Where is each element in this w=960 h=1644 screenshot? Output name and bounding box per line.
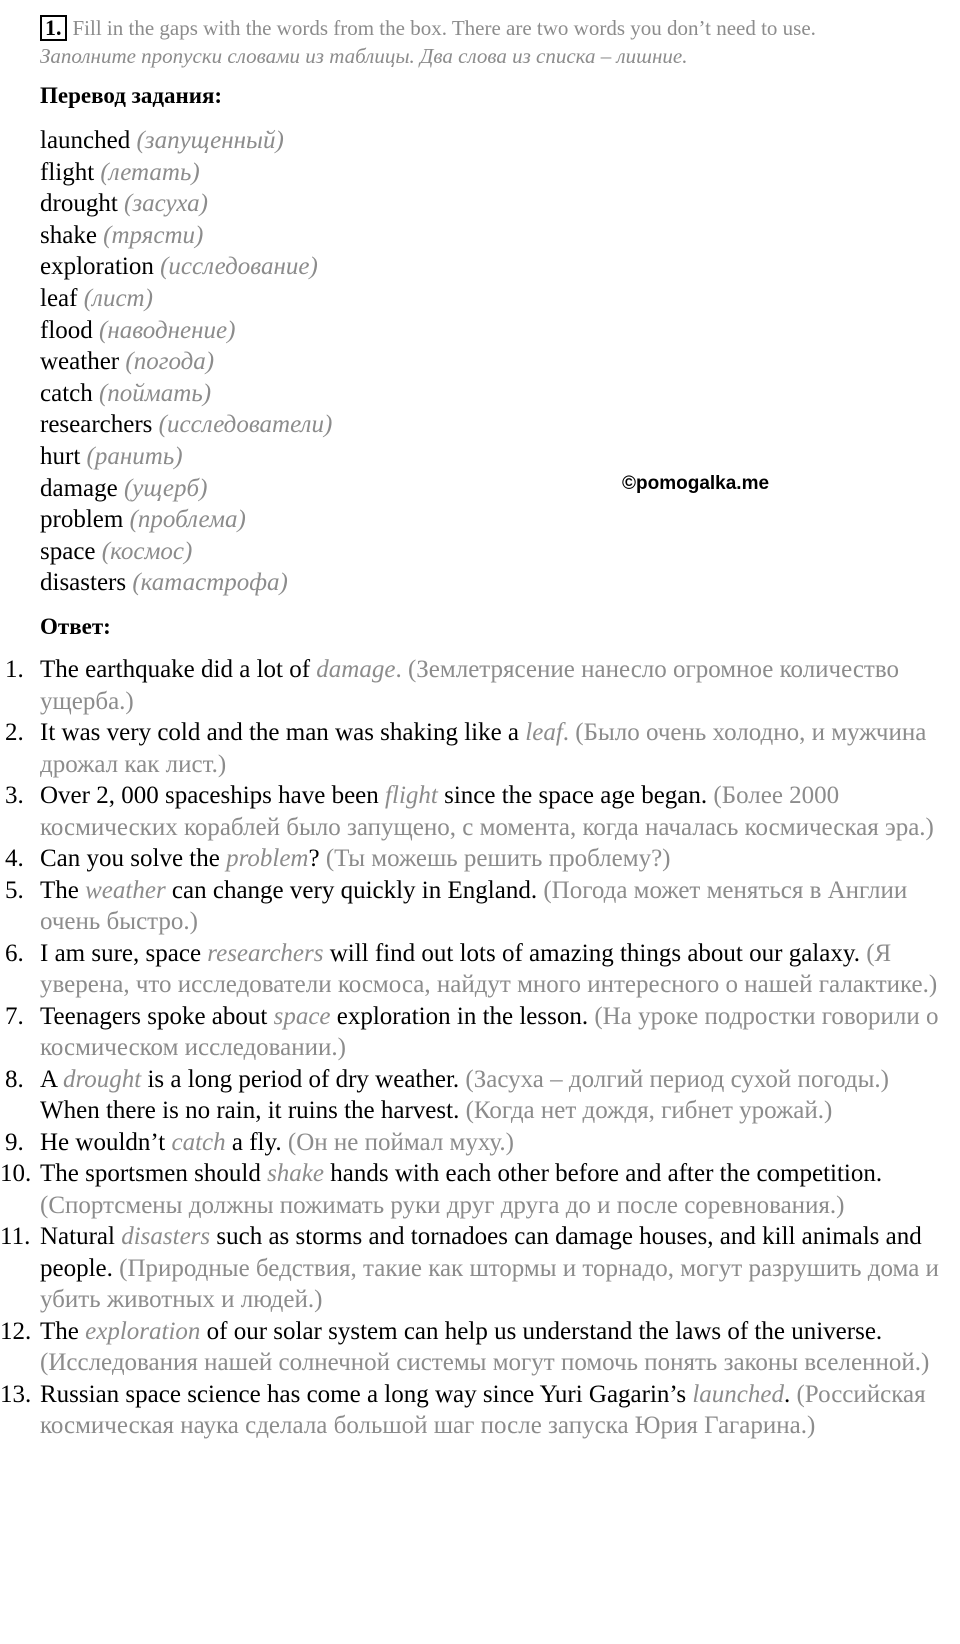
filled-word: shake <box>267 1160 324 1187</box>
vocabulary-translation: (ранить) <box>86 442 183 470</box>
answer-translation: (Я уверена, что исследователи космоса, найдут много интересного о нашей галактике.) <box>40 939 938 998</box>
vocabulary-translation: (запущенный) <box>136 127 284 154</box>
filled-word: weather <box>85 876 166 904</box>
answer-translation: (Когда нет дождя, гибнет урожай.) <box>465 1097 833 1124</box>
vocabulary-translation: (исследование) <box>160 253 318 281</box>
answer-text: a fly. <box>225 1128 288 1156</box>
answer-text: Can you solve the <box>40 845 227 872</box>
answer-translation: (Российская космическая наука сделала большой шаг после запуска Юрия Гагарина.) <box>40 1380 926 1439</box>
task-instruction <box>40 14 940 70</box>
vocabulary-translation: (лист) <box>83 284 153 312</box>
vocabulary-translation: (катастрофа) <box>132 569 288 597</box>
vocabulary-word: flood <box>40 316 93 344</box>
answer-text: can change very quickly in England. <box>165 876 544 904</box>
answer-translation: . (Землетрясение нанесло огромное количество ущерба.) <box>40 656 899 715</box>
vocabulary-item <box>40 441 332 473</box>
filled-word: exploration <box>85 1317 201 1345</box>
filled-word: launched <box>692 1380 784 1408</box>
vocabulary-translation: (поймать) <box>98 379 212 407</box>
watermark: ©pomogalka.me <box>622 473 770 494</box>
vocabulary-word: problem <box>40 506 124 534</box>
vocabulary-item <box>40 125 332 157</box>
answer-item <box>0 1001 940 1064</box>
answer-number: 5. <box>5 876 24 904</box>
filled-word: flight <box>385 782 438 809</box>
answer-translation: (Он не поймал муху.) <box>287 1128 514 1156</box>
answer-text: The sportsmen should <box>40 1160 268 1187</box>
filled-word: catch <box>171 1128 226 1156</box>
answer-item <box>0 843 940 875</box>
filled-word: researchers <box>207 939 324 967</box>
answer-text: is a long period of dry weather. <box>141 1065 466 1093</box>
answer-translation: (Исследования нашей солнечной системы могут помочь понять законы вселенной.) <box>40 1349 930 1376</box>
vocabulary-item <box>40 346 332 378</box>
answer-translation: (Природные бедствия, такие как штормы и торнадо, могут разрушить дома и убить животных и людей.) <box>40 1254 939 1313</box>
answer-number: 4. <box>5 845 24 872</box>
answer-text: of our solar system can help us understand the laws of the universe. <box>200 1317 883 1345</box>
answer-number: 11. <box>0 1223 31 1250</box>
answer-item <box>0 1064 940 1127</box>
answer-item <box>0 1316 940 1379</box>
vocabulary-item <box>40 409 332 441</box>
vocabulary-item <box>40 473 332 505</box>
answer-number: 13. <box>0 1380 32 1408</box>
answer-text: Natural <box>40 1223 122 1250</box>
task-instruction-ru: Заполните пропуски словами из таблицы. Два слова из списка – лишние. <box>40 44 688 68</box>
answer-text: He wouldn’t <box>40 1128 172 1156</box>
answer-translation: (Засуха – долгий период сухой погоды.) <box>465 1065 889 1093</box>
answer-number: 7. <box>5 1002 24 1030</box>
answer-number: 9. <box>5 1128 24 1156</box>
vocabulary-item <box>40 220 332 252</box>
filled-word: problem <box>226 845 309 872</box>
answer-text: The <box>40 1317 86 1345</box>
answer-number: 12. <box>0 1317 32 1345</box>
filled-word: drought <box>62 1065 142 1093</box>
answer-text: Russian space science has come a long way since Yuri Gagarin’s <box>40 1380 693 1408</box>
vocabulary-item <box>40 283 332 315</box>
answer-item <box>0 938 940 1001</box>
answer-item <box>0 1127 940 1159</box>
answer-text: hands with each other before and after the competition. <box>324 1160 883 1187</box>
answer-item <box>0 1379 940 1442</box>
answer-number: 8. <box>5 1065 24 1093</box>
vocabulary-translation: (летать) <box>100 158 200 186</box>
answer-item <box>0 717 940 780</box>
answer-item <box>0 1158 940 1221</box>
vocabulary-translation: (засуха) <box>124 190 208 218</box>
answer-text: I am sure, space <box>40 939 208 967</box>
vocabulary-word: researchers <box>40 411 153 439</box>
answer-translation: (Погода может меняться в Англии очень быстро.) <box>40 876 908 935</box>
vocabulary-item <box>40 251 332 283</box>
answer-item <box>0 875 940 938</box>
vocabulary-word: damage <box>40 474 118 502</box>
vocabulary-word: catch <box>40 379 93 407</box>
vocabulary-translation: (исследователи) <box>158 411 333 439</box>
vocabulary-item <box>40 504 332 536</box>
vocabulary-item <box>40 315 332 347</box>
answer-number: 2. <box>5 719 24 746</box>
answer-heading: Ответ: <box>40 614 111 639</box>
vocabulary-item <box>40 188 332 220</box>
answer-text: It was very cold and the man was shaking like a <box>40 719 526 746</box>
vocabulary-word: exploration <box>40 253 154 281</box>
vocabulary-word: leaf <box>40 284 78 312</box>
vocabulary-word: weather <box>40 348 120 376</box>
answer-number: 1. <box>5 656 24 683</box>
translation-heading: Перевод задания: <box>40 83 223 108</box>
answer-text: such as storms and tornadoes can damage houses, and kill animals and people. <box>40 1223 922 1282</box>
vocabulary-item <box>40 378 332 410</box>
answer-number: 3. <box>5 782 24 809</box>
answer-list <box>0 654 940 1442</box>
answer-text: The earthquake did a lot of <box>40 656 317 683</box>
answer-text: since the space age began. <box>437 782 714 809</box>
vocabulary-list <box>40 125 332 599</box>
answer-text: exploration in the lesson. <box>330 1002 595 1030</box>
answer-translation: (Спортсмены должны пожимать руки друг друга до и после соревнования.) <box>40 1191 845 1219</box>
vocabulary-word: launched <box>40 127 131 154</box>
vocabulary-item <box>40 567 332 599</box>
vocabulary-item <box>40 536 332 568</box>
answer-text: Over 2, 000 spaceships have been <box>40 782 386 809</box>
answer-item <box>0 654 940 717</box>
answer-text: ? <box>308 845 326 872</box>
answer-text: A <box>40 1065 63 1093</box>
vocabulary-word: shake <box>40 221 97 249</box>
filled-word: leaf <box>525 719 563 746</box>
filled-word: space <box>273 1002 331 1030</box>
vocabulary-translation: (проблема) <box>129 506 246 534</box>
vocabulary-word: space <box>40 537 96 565</box>
vocabulary-translation: (погода) <box>125 348 215 376</box>
answer-text: When there is no rain, it ruins the harvest. <box>40 1097 466 1124</box>
vocabulary-translation: (космос) <box>101 537 193 565</box>
answer-text: will find out lots of amazing things about our galaxy. <box>323 939 867 967</box>
answer-translation: (Ты можешь решить проблему?) <box>325 845 671 872</box>
answer-text: . <box>783 1380 797 1408</box>
answer-translation: (На уроке подростки говорили о космическом исследовании.) <box>40 1002 939 1061</box>
filled-word: disasters <box>121 1223 211 1250</box>
answer-number: 10. <box>0 1160 32 1187</box>
vocabulary-word: flight <box>40 158 95 186</box>
answer-number: 6. <box>5 939 24 967</box>
answer-translation: . (Было очень холодно, и мужчина дрожал как лист.) <box>40 719 927 778</box>
task-number: 1. <box>40 15 67 41</box>
answer-item <box>0 780 940 843</box>
vocabulary-translation: (ущерб) <box>123 474 208 502</box>
answer-text: The <box>40 876 86 904</box>
vocabulary-translation: (наводнение) <box>99 316 236 344</box>
answer-text: Teenagers spoke about <box>40 1002 274 1030</box>
answer-item <box>0 1221 940 1316</box>
vocabulary-item <box>40 157 332 189</box>
vocabulary-word: disasters <box>40 569 127 597</box>
task-instruction-en: Fill in the gaps with the words from the box. There are two words you don’t need to use. <box>72 16 816 40</box>
answer-translation: (Более 2000 космических кораблей было запущено, с момента, когда началась космическая эра.) <box>40 782 934 841</box>
filled-word: damage <box>316 656 396 683</box>
vocabulary-word: drought <box>40 190 118 218</box>
vocabulary-translation: (трясти) <box>103 221 204 249</box>
vocabulary-word: hurt <box>40 442 81 470</box>
